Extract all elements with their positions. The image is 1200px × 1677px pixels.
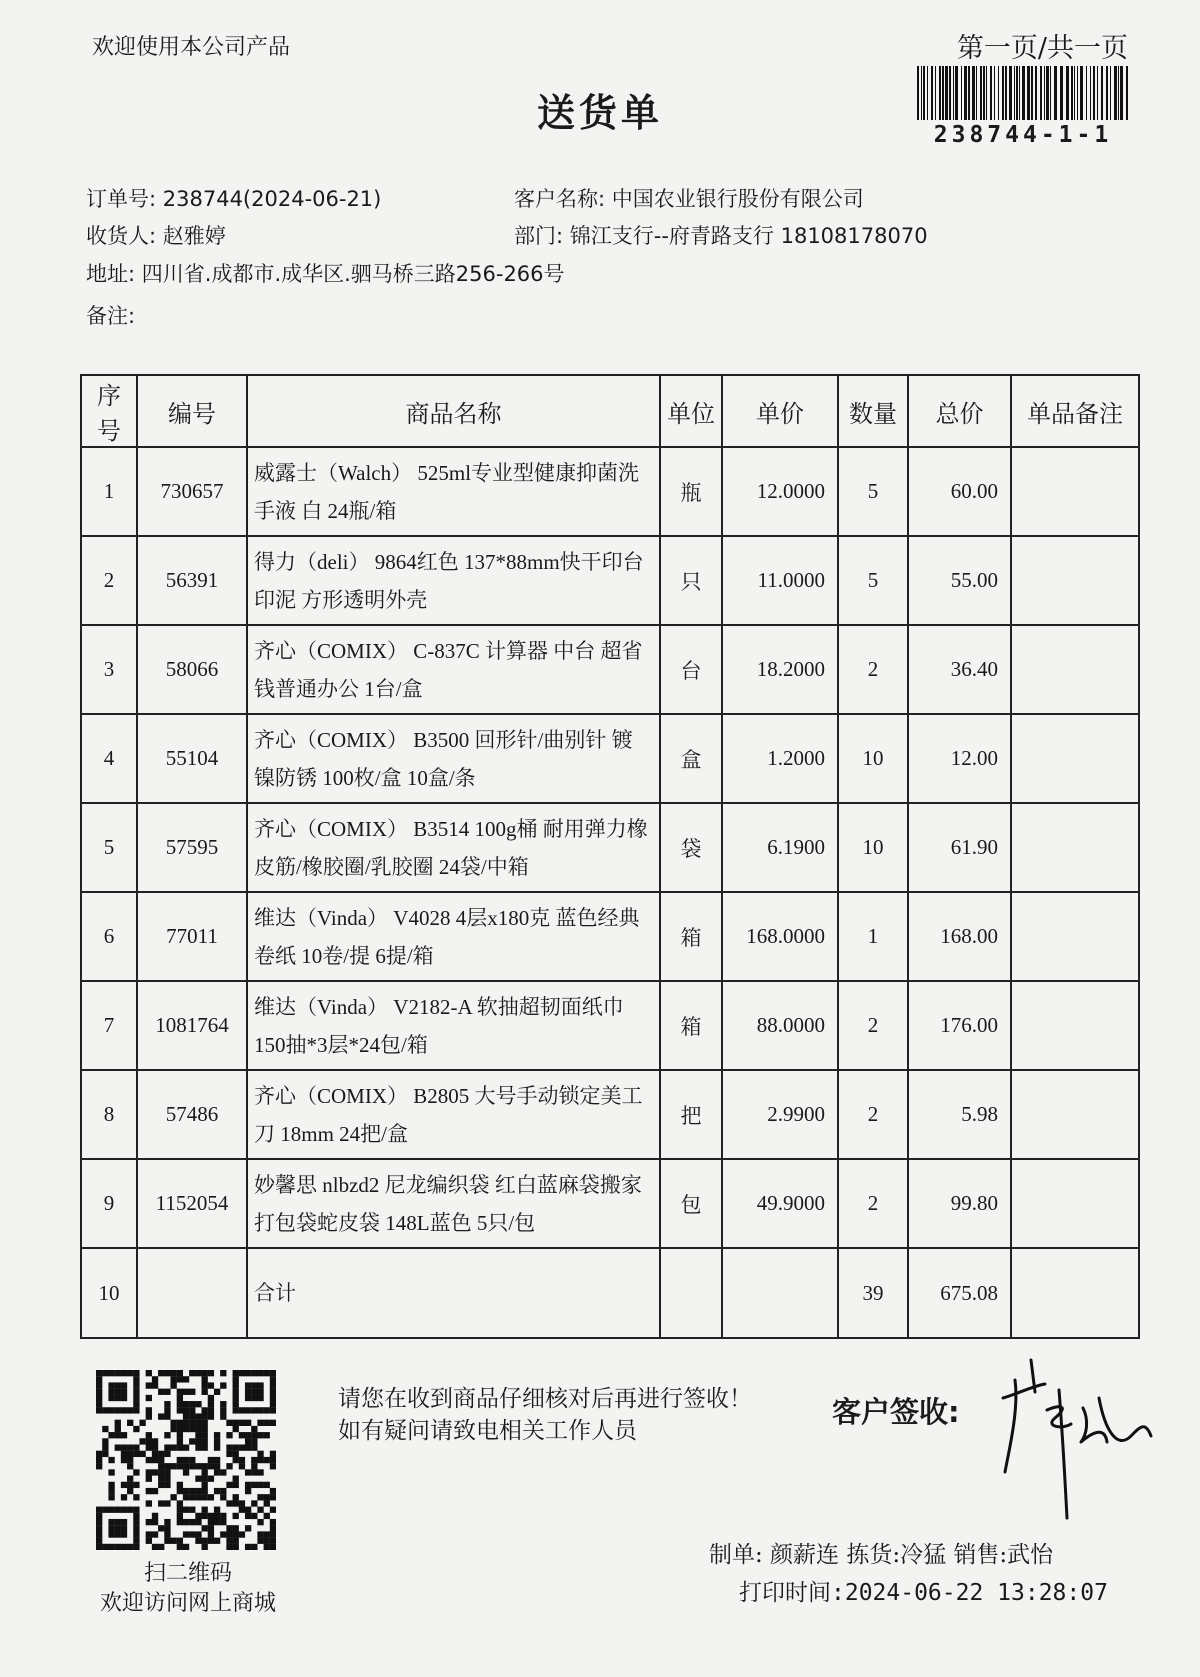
row-qty: 2 — [838, 625, 908, 714]
row-name: 妙馨思 nlbzd2 尼龙编织袋 红白蓝麻袋搬家打包袋蛇皮袋 148L蓝色 5只/包 — [247, 1159, 660, 1248]
row-remark — [1011, 892, 1139, 981]
row-total: 168.00 — [908, 892, 1011, 981]
row-code: 57595 — [137, 803, 247, 892]
table-row — [81, 536, 1139, 625]
row-name: 齐心（COMIX） B3500 回形针/曲别针 镀镍防锈 100枚/盒 10盒/条 — [247, 714, 660, 803]
dept-label: 部门: — [514, 224, 564, 248]
row-unit: 包 — [660, 1159, 722, 1248]
total-unit — [660, 1248, 722, 1338]
total-remark — [1011, 1248, 1139, 1338]
total-row — [81, 1248, 1139, 1338]
table-row — [81, 1159, 1139, 1248]
row-price: 2.9900 — [722, 1070, 838, 1159]
table-row — [81, 625, 1139, 714]
row-unit: 台 — [660, 625, 722, 714]
total-price — [722, 1248, 838, 1338]
total-code — [137, 1248, 247, 1338]
row-code: 56391 — [137, 536, 247, 625]
remark — [86, 300, 135, 330]
row-code: 1081764 — [137, 981, 247, 1070]
row-unit: 只 — [660, 536, 722, 625]
total-label: 合计 — [247, 1248, 660, 1338]
remark-label: 备注: — [86, 304, 136, 328]
row-price: 6.1900 — [722, 803, 838, 892]
table-row — [81, 447, 1139, 536]
row-remark — [1011, 447, 1139, 536]
row-code: 77011 — [137, 892, 247, 981]
row-remark — [1011, 803, 1139, 892]
address — [86, 258, 565, 288]
row-unit: 箱 — [660, 981, 722, 1070]
row-total: 176.00 — [908, 981, 1011, 1070]
print-time: 打印时间:2024-06-22 13:28:07 — [739, 1580, 1108, 1606]
slogan: 欢迎使用本公司产品 — [92, 35, 291, 60]
row-price: 12.0000 — [722, 447, 838, 536]
row-qty: 2 — [838, 981, 908, 1070]
row-seq: 3 — [81, 625, 137, 714]
customer-sign-label: 客户签收: — [832, 1395, 960, 1429]
row-price: 11.0000 — [722, 536, 838, 625]
total-seq: 10 — [81, 1248, 137, 1338]
row-price: 88.0000 — [722, 981, 838, 1070]
document-title: 送货单 — [536, 91, 663, 135]
row-remark — [1011, 1159, 1139, 1248]
qr-code-icon — [96, 1370, 276, 1550]
row-code: 58066 — [137, 625, 247, 714]
row-qty: 2 — [838, 1070, 908, 1159]
row-name: 齐心（COMIX） B2805 大号手动锁定美工刀 18mm 24把/盒 — [247, 1070, 660, 1159]
order-number — [86, 183, 381, 213]
col-header-seq: 序号 — [81, 375, 137, 447]
col-header-price: 单价 — [722, 375, 838, 447]
row-name: 维达（Vinda） V4028 4层x180克 蓝色经典卷纸 10卷/提 6提/箱 — [247, 892, 660, 981]
page-indicator: 第一页/共一页 — [956, 33, 1128, 64]
row-code: 57486 — [137, 1070, 247, 1159]
customer-name — [514, 183, 864, 213]
barcode-number: 238744-1-1 — [933, 122, 1113, 148]
receipt-notice: 请您在收到商品仔细核对后再进行签收！如有疑问请致电相关工作人员 — [338, 1386, 752, 1444]
address-value: 四川省.成都市.成华区.驷马桥三路256-266号 — [141, 262, 565, 286]
col-header-unit: 单位 — [660, 375, 722, 447]
row-code: 55104 — [137, 714, 247, 803]
row-name: 齐心（COMIX） C-837C 计算器 中台 超省钱普通办公 1台/盒 — [247, 625, 660, 714]
row-total: 61.90 — [908, 803, 1011, 892]
row-qty: 1 — [838, 892, 908, 981]
department — [514, 220, 928, 250]
row-unit: 盒 — [660, 714, 722, 803]
row-price: 49.9000 — [722, 1159, 838, 1248]
address-label: 地址: — [86, 262, 136, 286]
row-qty: 5 — [838, 536, 908, 625]
row-total: 36.40 — [908, 625, 1011, 714]
row-total: 5.98 — [908, 1070, 1011, 1159]
col-header-code: 编号 — [137, 375, 247, 447]
row-unit: 箱 — [660, 892, 722, 981]
row-price: 168.0000 — [722, 892, 838, 981]
order-value: 238744(2024-06-21) — [162, 187, 382, 211]
receiver — [86, 220, 226, 250]
row-remark — [1011, 714, 1139, 803]
row-total: 60.00 — [908, 447, 1011, 536]
row-name: 维达（Vinda） V2182-A 软抽超韧面纸巾 150抽*3层*24包/箱 — [247, 981, 660, 1070]
barcode-icon — [915, 66, 1130, 120]
receiver-label: 收货人: — [86, 224, 157, 248]
row-qty: 10 — [838, 803, 908, 892]
table-row — [81, 981, 1139, 1070]
row-remark — [1011, 536, 1139, 625]
items-table — [80, 374, 1140, 1339]
row-unit: 把 — [660, 1070, 722, 1159]
table-row — [81, 892, 1139, 981]
row-remark — [1011, 981, 1139, 1070]
row-unit: 瓶 — [660, 447, 722, 536]
total-amount: 675.08 — [908, 1248, 1011, 1338]
col-header-name: 商品名称 — [247, 375, 660, 447]
row-qty: 2 — [838, 1159, 908, 1248]
table-row — [81, 714, 1139, 803]
row-name: 威露士（Walch） 525ml专业型健康抑菌洗手液 白 24瓶/箱 — [247, 447, 660, 536]
row-seq: 8 — [81, 1070, 137, 1159]
customer-label: 客户名称: — [514, 187, 606, 211]
row-seq: 6 — [81, 892, 137, 981]
col-header-qty: 数量 — [838, 375, 908, 447]
row-name: 齐心（COMIX） B3514 100g桶 耐用弹力橡皮筋/橡胶圈/乳胶圈 24袋/中箱 — [247, 803, 660, 892]
row-total: 12.00 — [908, 714, 1011, 803]
row-seq: 9 — [81, 1159, 137, 1248]
row-qty: 5 — [838, 447, 908, 536]
row-price: 1.2000 — [722, 714, 838, 803]
signature-icon — [995, 1350, 1165, 1530]
row-total: 55.00 — [908, 536, 1011, 625]
row-seq: 5 — [81, 803, 137, 892]
total-qty: 39 — [838, 1248, 908, 1338]
row-code: 1152054 — [137, 1159, 247, 1248]
row-seq: 4 — [81, 714, 137, 803]
order-label: 订单号: — [86, 187, 157, 211]
qr-caption-mall: 欢迎访问网上商城 — [99, 1591, 276, 1616]
dept-value: 锦江支行--府青路支行 18108178070 — [569, 224, 928, 248]
row-code: 730657 — [137, 447, 247, 536]
row-price: 18.2000 — [722, 625, 838, 714]
row-qty: 10 — [838, 714, 908, 803]
row-seq: 1 — [81, 447, 137, 536]
staff-line: 制单: 颜薪连 拣货:冷猛 销售:武怡 — [709, 1542, 1054, 1568]
row-name: 得力（deli） 9864红色 137*88mm快干印台印泥 方形透明外壳 — [247, 536, 660, 625]
row-remark — [1011, 1070, 1139, 1159]
col-header-remark: 单品备注 — [1011, 375, 1139, 447]
row-remark — [1011, 625, 1139, 714]
table-header-row — [81, 375, 1139, 447]
receiver-value: 赵雅婷 — [162, 224, 226, 248]
table-row — [81, 803, 1139, 892]
row-unit: 袋 — [660, 803, 722, 892]
row-seq: 7 — [81, 981, 137, 1070]
row-total: 99.80 — [908, 1159, 1011, 1248]
row-seq: 2 — [81, 536, 137, 625]
customer-value: 中国农业银行股份有限公司 — [611, 187, 864, 211]
table-row — [81, 1070, 1139, 1159]
col-header-total: 总价 — [908, 375, 1011, 447]
qr-caption: 扫二维码 — [143, 1561, 232, 1586]
